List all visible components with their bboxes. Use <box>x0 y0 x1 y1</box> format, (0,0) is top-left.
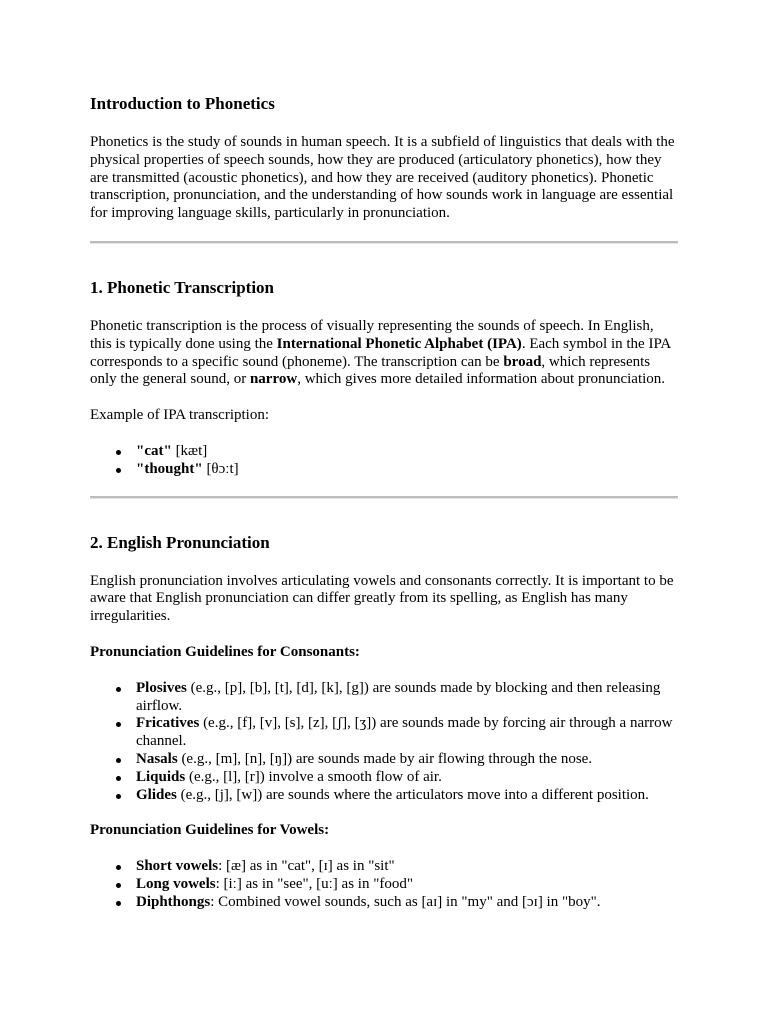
list-item <box>136 715 678 751</box>
example-ipa: [kæt] <box>171 442 208 459</box>
section1-text-part3: , which represents only the general sound, or <box>90 353 651 388</box>
list-item <box>136 680 678 716</box>
narrow-term: narrow <box>249 371 298 388</box>
consonant-term: Glides <box>136 786 177 803</box>
section1-text-part2: . Each symbol in the IPA corresponds to a specific sound (phoneme). The transcription can be <box>90 335 671 370</box>
example-label: Example of IPA transcription: <box>90 407 270 424</box>
consonant-term: Plosives <box>136 679 187 696</box>
intro-title: Introduction to Phonetics <box>90 94 275 113</box>
consonant-desc: (e.g., [p], [b], [t], [d], [k], [g]) are sounds made by blocking and then releasing airflow. <box>136 679 661 714</box>
vowels-heading: Pronunciation Guidelines for Vowels: <box>90 822 330 839</box>
list-item <box>136 787 678 805</box>
section1-text-part4: , which gives more detailed information about pronunciation. <box>297 371 666 388</box>
vowel-term: Diphthongs <box>136 893 211 910</box>
list-item <box>136 894 678 912</box>
consonant-desc: (e.g., [j], [w]) are sounds where the articulators move into a different position. <box>176 786 649 803</box>
vowel-term: Long vowels <box>136 875 216 892</box>
ipa-example-list <box>90 443 678 479</box>
example-word: "thought" <box>136 460 203 477</box>
list-item <box>136 461 678 479</box>
consonants-heading: Pronunciation Guidelines for Consonants: <box>90 643 360 660</box>
example-word: "cat" <box>136 442 172 459</box>
vowel-desc: : Combined vowel sounds, such as [aɪ] in "my" and [ɔɪ] in "boy". <box>210 893 601 910</box>
list-item <box>136 443 678 461</box>
section-divider <box>90 241 678 244</box>
vowel-term: Short vowels <box>136 858 219 875</box>
vowels-list <box>90 858 678 911</box>
ipa-term: International Phonetic Alphabet (IPA) <box>276 335 522 352</box>
list-item <box>136 858 678 876</box>
intro-paragraph: Phonetics is the study of sounds in human speech. It is a subfield of linguistics that deals with the physical properties of speech sounds, how they are produced (articulatory phonetics), how they are transmitted (acoustic phonetics), and how they are received (auditory phonetics). Phonetic transcription, pronunciation, and the understanding of how sounds work in language are essential for improving language skills, particularly in pronunciation. <box>90 134 675 222</box>
section1-title: 1. Phonetic Transcription <box>90 277 275 297</box>
section-divider <box>90 496 678 499</box>
broad-term: broad <box>503 353 542 370</box>
consonant-term: Fricatives <box>136 715 200 732</box>
consonant-term: Liquids <box>136 768 186 785</box>
list-item <box>136 751 678 769</box>
list-item <box>136 876 678 894</box>
consonant-desc: (e.g., [f], [v], [s], [z], [ʃ], [ʒ]) are sounds made by forcing air through a narrow channel. <box>136 715 673 750</box>
consonant-desc: (e.g., [l], [r]) involve a smooth flow of air. <box>185 768 442 785</box>
list-item <box>136 769 678 787</box>
vowel-desc: : [iː] as in "see", [uː] as in "food" <box>215 875 413 892</box>
vowel-desc: : [æ] as in "cat", [ɪ] as in "sit" <box>218 858 395 875</box>
section1-paragraph <box>90 318 678 389</box>
consonant-desc: (e.g., [m], [n], [ŋ]) are sounds made by air flowing through the nose. <box>177 750 593 767</box>
section1-text-part1: Phonetic transcription is the process of visually representing the sounds of speech. In English, this is typically done using the <box>90 317 654 352</box>
consonant-term: Nasals <box>136 750 178 767</box>
section2-paragraph: English pronunciation involves articulating vowels and consonants correctly. It is important to be aware that English pronunciation can differ greatly from its spelling, as English has many irregularities. <box>90 572 674 625</box>
example-ipa: [θɔːt] <box>202 460 239 477</box>
section2-title: 2. English Pronunciation <box>90 532 270 552</box>
consonants-list <box>90 680 678 805</box>
